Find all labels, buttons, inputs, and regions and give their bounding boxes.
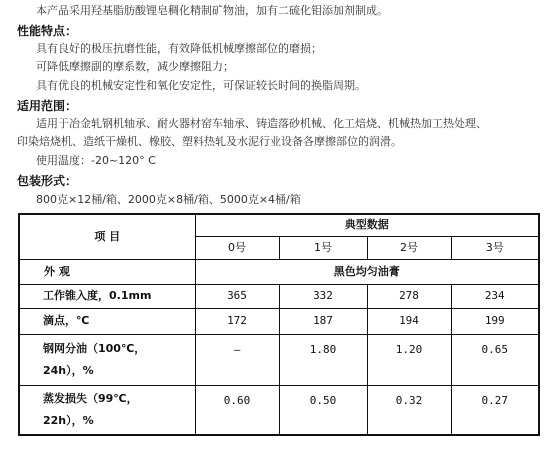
row-label-line: 蒸发损失（99℃， (43, 391, 138, 405)
features-heading: 性能特点： (17, 24, 78, 38)
row-label (19, 385, 195, 435)
table-row (19, 284, 539, 308)
cell-value: 172 (195, 308, 279, 334)
cell-value: 0.65 (451, 334, 539, 385)
intro-text: 本产品采用羟基脂肪酸锂皂稠化精制矿物油，加有二硫化钼添加剂制成。 (36, 4, 388, 17)
feature-item: 可降低摩擦副的摩系数，减少摩擦阻力； (36, 60, 234, 73)
cell-value: 365 (195, 284, 279, 308)
scope-text-line1: 适用于冶金轧钢机轴承、耐火器材窑车轴承、铸造落砂机械、化工焙烧、机械热加工热处理、 (36, 117, 487, 130)
row-label-line: 22h），% (43, 413, 94, 427)
item-header: 项 目 (19, 214, 195, 259)
cell-value: 0.32 (367, 385, 451, 435)
row-label: 滴点，℃ (19, 308, 195, 334)
spec-table (18, 213, 540, 436)
row-label: 工作锥入度，0.1mm (19, 284, 195, 308)
grade-header: 0号 (195, 236, 279, 259)
cell-value: — (195, 334, 279, 385)
feature-item: 具有良好的极压抗磨性能，有效降低机械摩擦部位的磨损； (36, 42, 322, 55)
temperature-range: 使用温度：-20~120° C (36, 154, 156, 167)
table-row (19, 385, 539, 435)
table-row (19, 259, 539, 284)
row-label-line: 24h），% (43, 363, 94, 377)
cell-value: 194 (367, 308, 451, 334)
cell-value: 0.60 (195, 385, 279, 435)
cell-value: 234 (451, 284, 539, 308)
scope-heading: 适用范围： (17, 99, 78, 113)
feature-item: 具有优良的机械安定性和氧化安定性，可保证较长时间的换脂周期。 (36, 79, 366, 92)
typical-data-header: 典型数据 (195, 214, 539, 236)
cell-value: 332 (279, 284, 367, 308)
cell-value: 0.27 (451, 385, 539, 435)
table-row (19, 334, 539, 385)
cell-value: 187 (279, 308, 367, 334)
appearance-value: 黑色均匀油膏 (195, 259, 539, 284)
cell-value: 1.80 (279, 334, 367, 385)
scope-text-line2: 印染焙烧机、造纸干燥机、橡胶、塑料热轧及水泥行业设备各摩擦部位的润滑。 (17, 135, 402, 148)
packaging-text: 800克×12桶/箱、2000克×8桶/箱、5000克×4桶/箱 (36, 193, 301, 206)
row-label: 外 观 (19, 259, 195, 284)
cell-value: 1.20 (367, 334, 451, 385)
cell-value: 278 (367, 284, 451, 308)
packaging-heading: 包装形式： (17, 174, 78, 188)
table-header-row (19, 214, 539, 236)
row-label-line: 钢网分油（100℃， (43, 341, 146, 355)
cell-value: 199 (451, 308, 539, 334)
grade-header: 2号 (367, 236, 451, 259)
table-row (19, 308, 539, 334)
grade-header: 3号 (451, 236, 539, 259)
cell-value: 0.50 (279, 385, 367, 435)
row-label (19, 334, 195, 385)
grade-header: 1号 (279, 236, 367, 259)
